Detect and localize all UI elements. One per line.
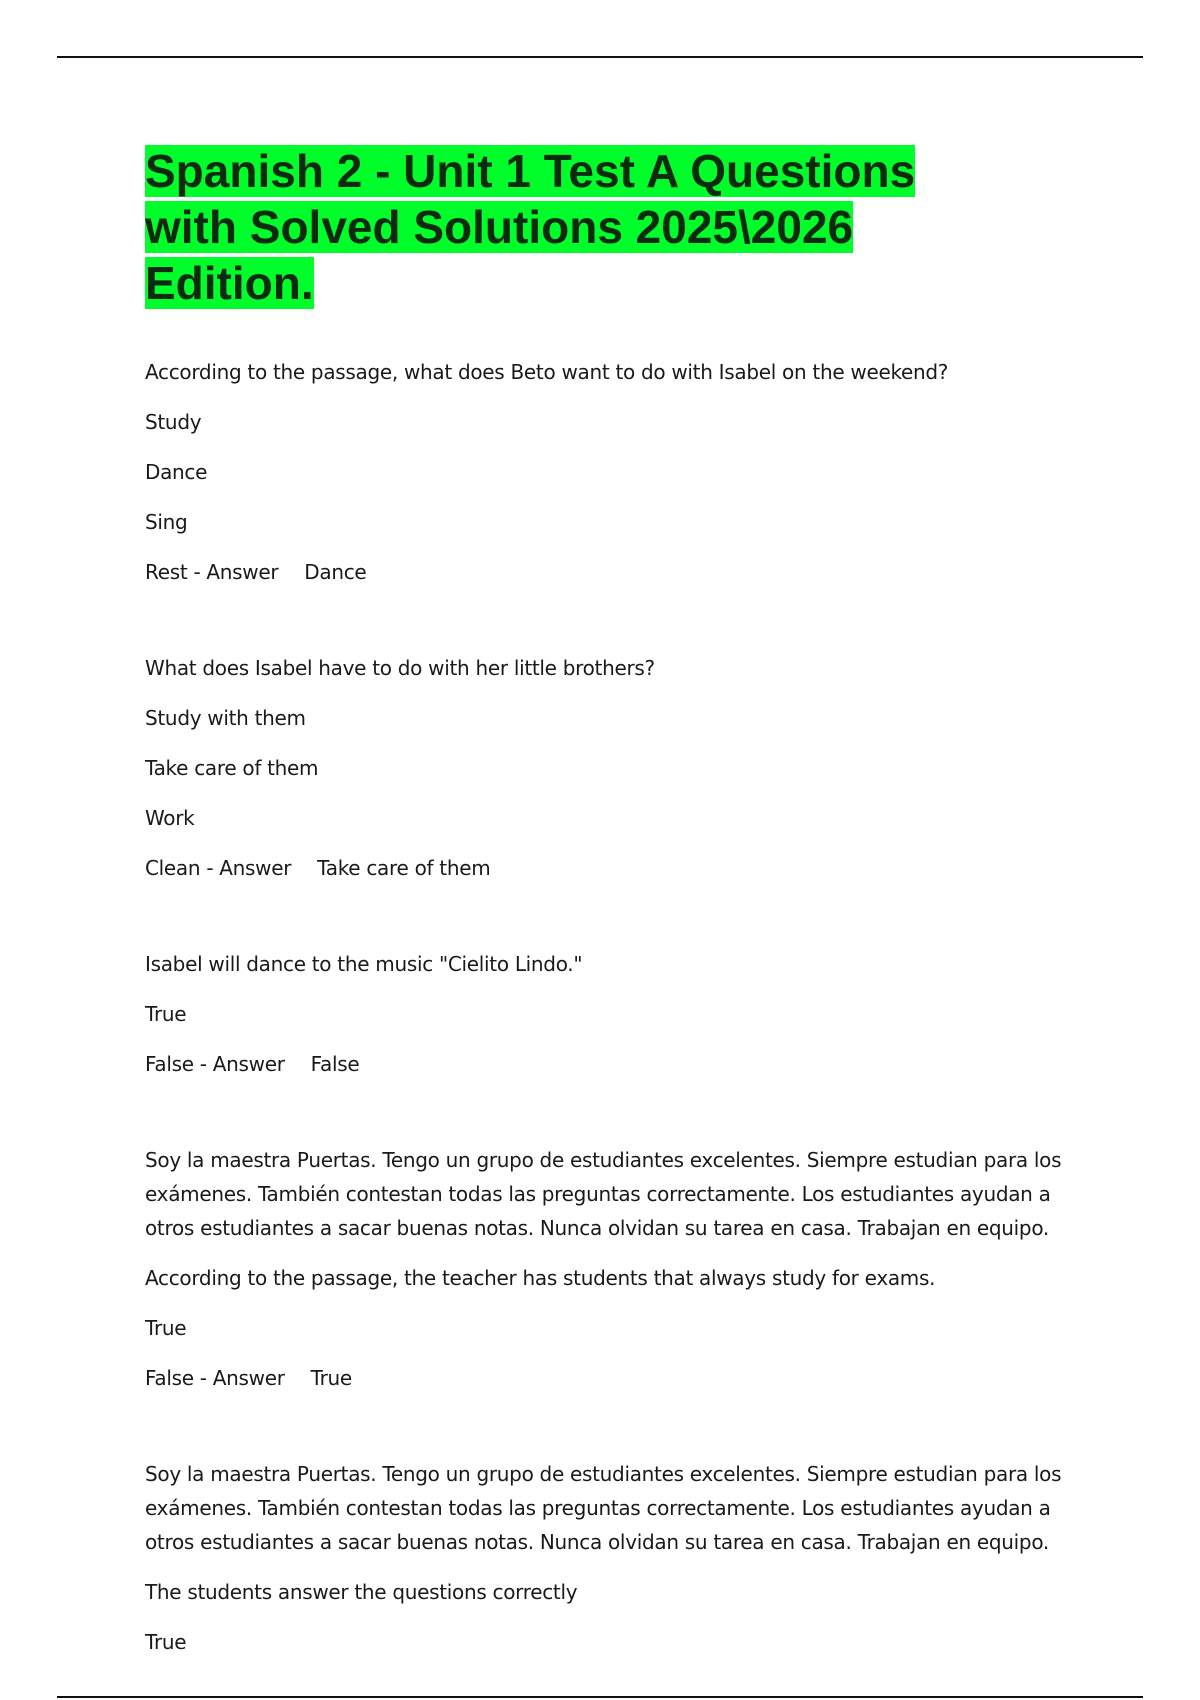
title-highlight: Spanish 2 - Unit 1 Test A Questions with Solved Solutions 2025\2026 Edition. xyxy=(145,145,916,309)
answer-line xyxy=(145,1361,1085,1395)
last-option: False xyxy=(145,1052,194,1076)
option: Study with them xyxy=(145,706,306,730)
answer-label: - Answer xyxy=(199,1052,285,1076)
answer-label: - Answer xyxy=(199,1366,285,1390)
footer-rule xyxy=(57,1696,1143,1698)
question-prompt: According to the passage, what does Beto want to do with Isabel on the weekend? xyxy=(145,360,949,384)
last-option: Clean xyxy=(145,856,201,880)
answer-line xyxy=(145,555,1085,589)
answer-line xyxy=(145,1047,1085,1081)
question-block xyxy=(145,355,1085,589)
answer-value: False xyxy=(310,1052,360,1076)
question-prompt: Isabel will dance to the music "Cielito Lindo." xyxy=(145,952,583,976)
answer-value: Dance xyxy=(304,560,367,584)
question-prompt: According to the passage, the teacher has students that always study for exams. xyxy=(145,1266,936,1290)
question-block xyxy=(145,1143,1085,1395)
answer-label: - Answer xyxy=(206,856,292,880)
reading-passage: Soy la maestra Puertas. Tengo un grupo de estudiantes excelentes. Siempre estudian para los exámenes. También contestan todas las preguntas correctamente. Los estudiantes ayudan a otros estudiantes a sacar buenas notas. Nunca olvidan su tarea en casa. Trabajan en equipo. xyxy=(145,1148,1062,1240)
option: Take care of them xyxy=(145,756,319,780)
header-rule xyxy=(57,56,1143,58)
option: Sing xyxy=(145,510,188,534)
option: Study xyxy=(145,410,202,434)
answer-value: Take care of them xyxy=(317,856,491,880)
document-title xyxy=(145,143,975,311)
answer-line xyxy=(145,851,1085,885)
document-body xyxy=(145,143,1085,1675)
option: Work xyxy=(145,806,195,830)
option: True xyxy=(145,1002,187,1026)
question-block xyxy=(145,947,1085,1081)
option: True xyxy=(145,1316,187,1340)
answer-value: True xyxy=(310,1366,352,1390)
last-option: False xyxy=(145,1366,194,1390)
question-prompt: What does Isabel have to do with her little brothers? xyxy=(145,656,655,680)
question-block xyxy=(145,651,1085,885)
last-option: Rest xyxy=(145,560,188,584)
question-block xyxy=(145,1457,1085,1659)
option: True xyxy=(145,1630,187,1654)
option: Dance xyxy=(145,460,208,484)
question-prompt: The students answer the questions correctly xyxy=(145,1580,578,1604)
answer-label: - Answer xyxy=(193,560,279,584)
reading-passage: Soy la maestra Puertas. Tengo un grupo de estudiantes excelentes. Siempre estudian para los exámenes. También contestan todas las preguntas correctamente. Los estudiantes ayudan a otros estudiantes a sacar buenas notas. Nunca olvidan su tarea en casa. Trabajan en equipo. xyxy=(145,1462,1062,1554)
